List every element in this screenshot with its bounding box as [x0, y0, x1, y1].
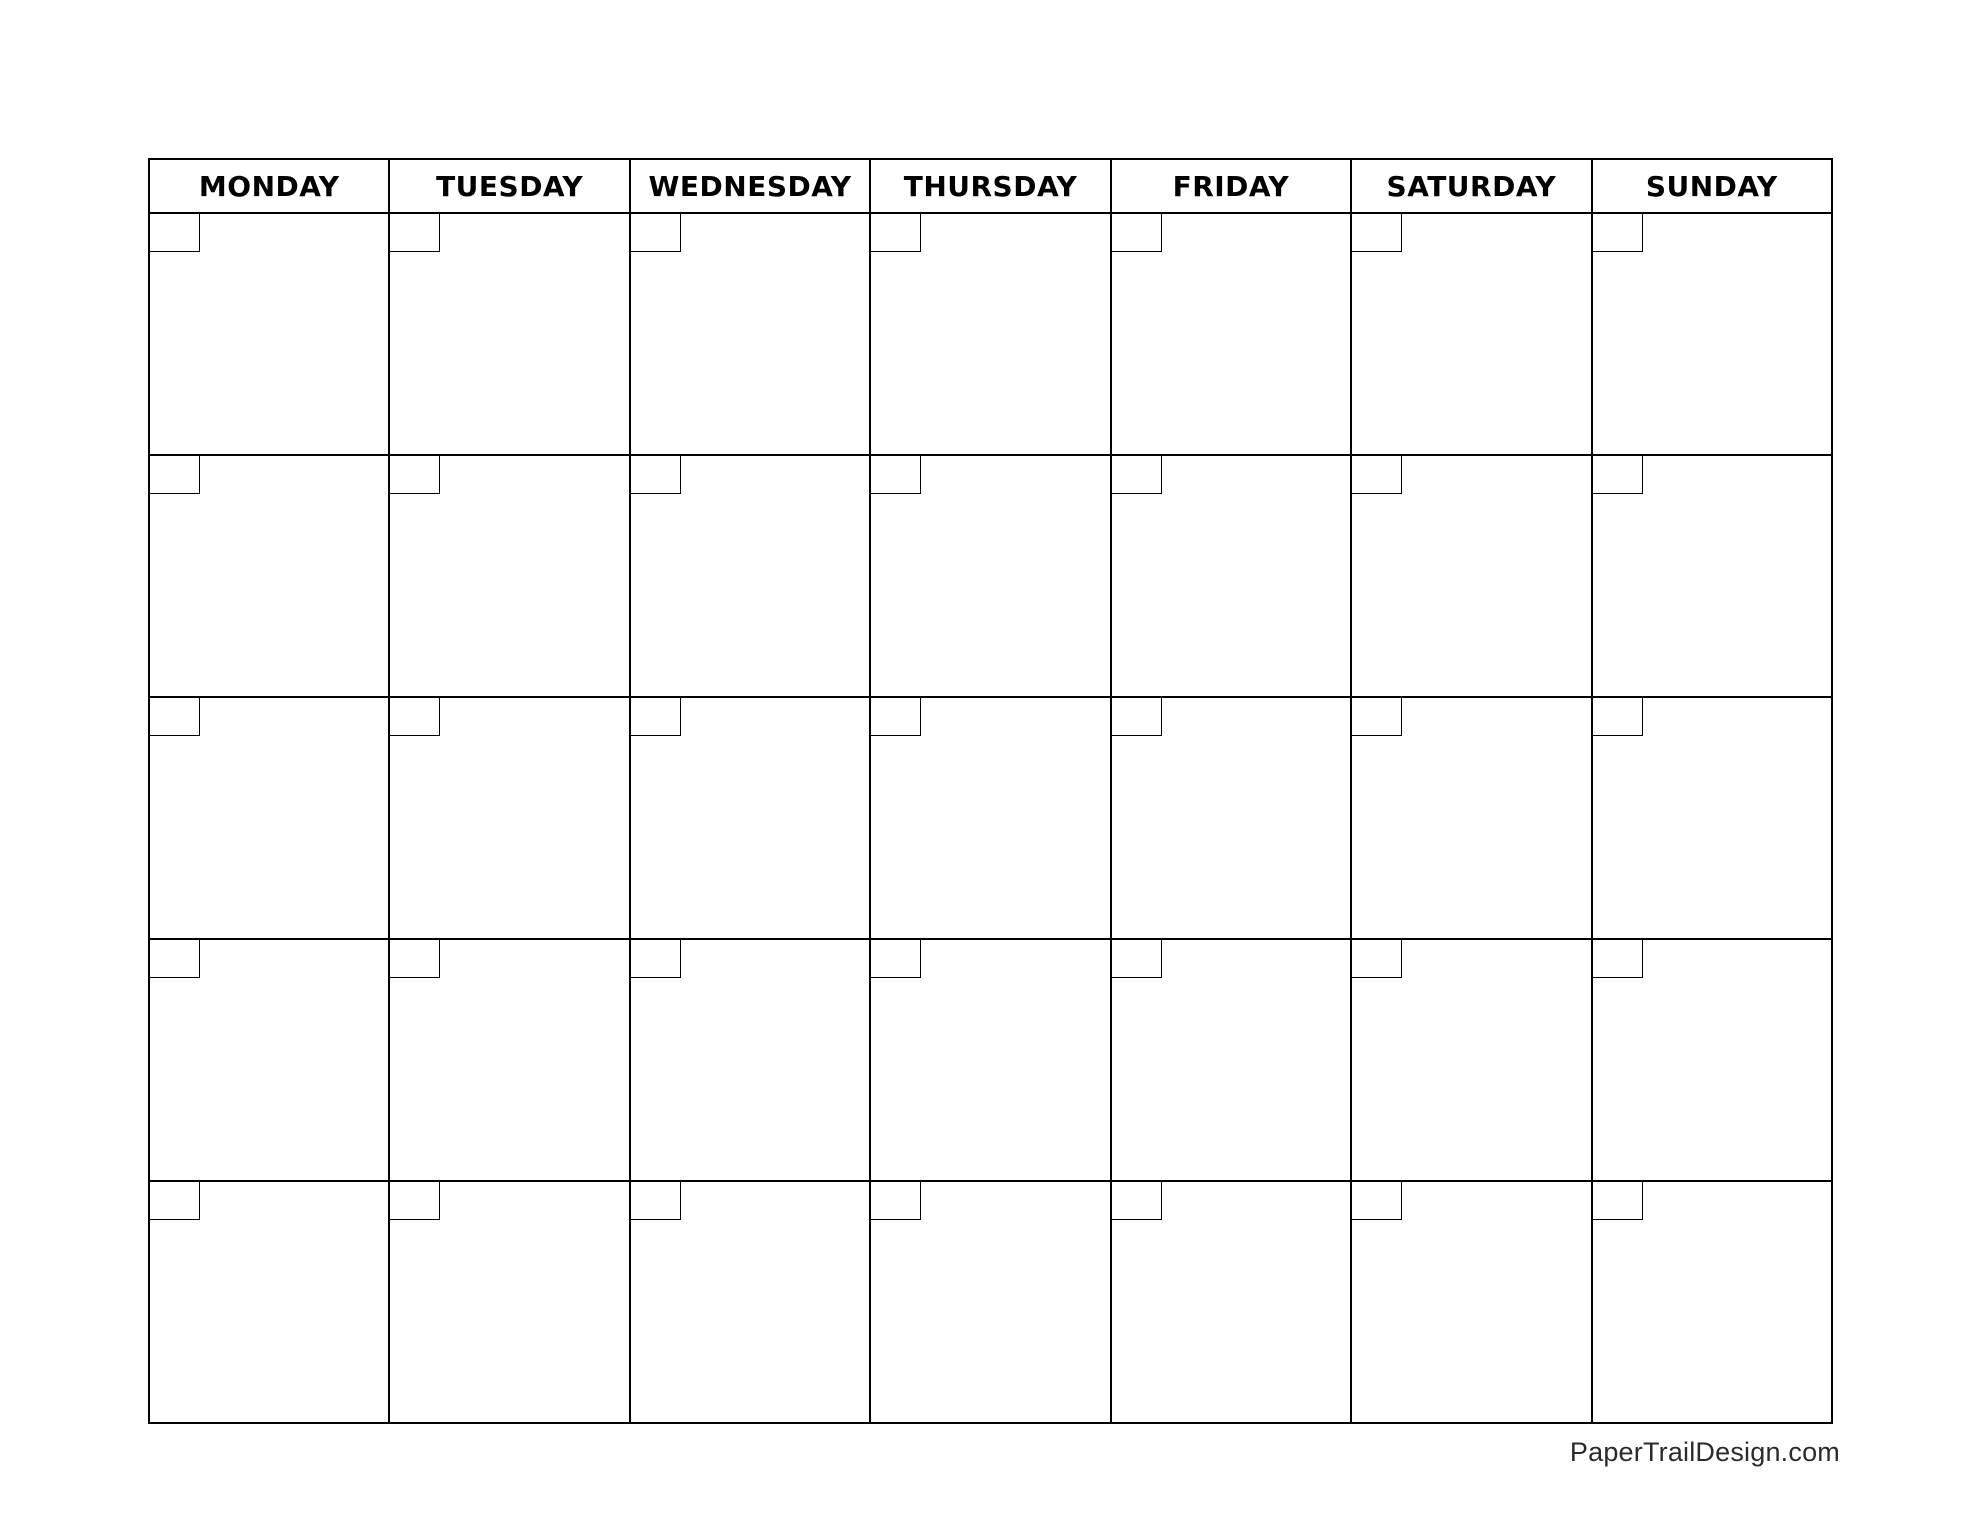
calendar-day-cell[interactable]: [1352, 940, 1592, 1180]
weekday-header-label: THURSDAY: [903, 169, 1078, 203]
date-number-box[interactable]: [631, 1182, 681, 1220]
date-number-box[interactable]: [631, 456, 681, 494]
date-number-box[interactable]: [631, 698, 681, 736]
calendar-day-cell[interactable]: [1112, 214, 1352, 454]
date-number-box[interactable]: [631, 940, 681, 978]
calendar-day-cell[interactable]: [631, 214, 871, 454]
date-number-box[interactable]: [871, 214, 921, 252]
calendar-day-cell[interactable]: [1593, 698, 1831, 938]
date-number-box[interactable]: [871, 698, 921, 736]
calendar-day-cell[interactable]: [871, 1182, 1111, 1422]
calendar-day-cell[interactable]: [150, 456, 390, 696]
weekday-header-sunday: [1593, 160, 1831, 214]
calendar-day-cell[interactable]: [1352, 214, 1592, 454]
date-number-box[interactable]: [1352, 698, 1402, 736]
date-number-box[interactable]: [1593, 456, 1643, 494]
calendar-day-cell[interactable]: [1352, 1182, 1592, 1422]
calendar-day-cell[interactable]: [390, 698, 630, 938]
date-number-box[interactable]: [871, 1182, 921, 1220]
calendar-day-cell[interactable]: [631, 940, 871, 1180]
calendar-week-row: [150, 1182, 1831, 1422]
weekday-header-label: TUESDAY: [436, 169, 584, 203]
calendar-day-cell[interactable]: [1112, 1182, 1352, 1422]
date-number-box[interactable]: [1112, 214, 1162, 252]
calendar-week-row: [150, 698, 1831, 940]
date-number-box[interactable]: [1593, 698, 1643, 736]
date-number-box[interactable]: [150, 698, 200, 736]
date-number-box[interactable]: [150, 214, 200, 252]
date-number-box[interactable]: [1112, 456, 1162, 494]
calendar-day-cell[interactable]: [150, 1182, 390, 1422]
calendar-grid: [148, 158, 1833, 1424]
calendar-week-row: [150, 214, 1831, 456]
date-number-box[interactable]: [631, 214, 681, 252]
calendar-day-cell[interactable]: [150, 214, 390, 454]
calendar-day-cell[interactable]: [390, 940, 630, 1180]
weekday-header-wednesday: [631, 160, 871, 214]
calendar-day-cell[interactable]: [631, 1182, 871, 1422]
site-credit: PaperTrailDesign.com: [1569, 1437, 1840, 1467]
calendar-day-cell[interactable]: [390, 456, 630, 696]
calendar-day-cell[interactable]: [1352, 456, 1592, 696]
calendar-day-cell[interactable]: [1112, 940, 1352, 1180]
date-number-box[interactable]: [1112, 698, 1162, 736]
weekday-header-label: MONDAY: [198, 169, 340, 203]
calendar-day-cell[interactable]: [1593, 456, 1831, 696]
calendar-day-cell[interactable]: [1593, 214, 1831, 454]
date-number-box[interactable]: [390, 940, 440, 978]
calendar-day-cell[interactable]: [390, 214, 630, 454]
calendar-day-cell[interactable]: [871, 698, 1111, 938]
date-number-box[interactable]: [1352, 940, 1402, 978]
date-number-box[interactable]: [871, 456, 921, 494]
weekday-header-thursday: [871, 160, 1111, 214]
date-number-box[interactable]: [1593, 1182, 1643, 1220]
calendar-day-cell[interactable]: [871, 940, 1111, 1180]
calendar-day-cell[interactable]: [150, 940, 390, 1180]
date-number-box[interactable]: [1112, 940, 1162, 978]
weekday-header-friday: [1112, 160, 1352, 214]
calendar-day-cell[interactable]: [1352, 698, 1592, 938]
calendar-day-cell[interactable]: [1593, 1182, 1831, 1422]
weekday-header-label: FRIDAY: [1172, 169, 1290, 203]
date-number-box[interactable]: [390, 698, 440, 736]
calendar-day-cell[interactable]: [631, 456, 871, 696]
calendar-day-cell[interactable]: [871, 214, 1111, 454]
date-number-box[interactable]: [1593, 214, 1643, 252]
calendar-week-row: [150, 456, 1831, 698]
date-number-box[interactable]: [390, 214, 440, 252]
date-number-box[interactable]: [150, 456, 200, 494]
date-number-box[interactable]: [1352, 1182, 1402, 1220]
date-number-box[interactable]: [390, 456, 440, 494]
calendar-day-cell[interactable]: [1593, 940, 1831, 1180]
weekday-header-row: [150, 160, 1831, 214]
date-number-box[interactable]: [150, 940, 200, 978]
weekday-header-label: SATURDAY: [1386, 169, 1557, 203]
weekday-header-label: WEDNESDAY: [648, 169, 852, 203]
date-number-box[interactable]: [1593, 940, 1643, 978]
date-number-box[interactable]: [1352, 456, 1402, 494]
date-number-box[interactable]: [871, 940, 921, 978]
calendar-day-cell[interactable]: [150, 698, 390, 938]
calendar-day-cell[interactable]: [1112, 456, 1352, 696]
calendar-week-row: [150, 940, 1831, 1182]
calendar-day-cell[interactable]: [631, 698, 871, 938]
weekday-header-tuesday: [390, 160, 630, 214]
calendar-day-cell[interactable]: [390, 1182, 630, 1422]
weekday-header-monday: [150, 160, 390, 214]
date-number-box[interactable]: [1112, 1182, 1162, 1220]
weekday-header-saturday: [1352, 160, 1592, 214]
weekday-header-label: SUNDAY: [1645, 169, 1778, 203]
date-number-box[interactable]: [1352, 214, 1402, 252]
calendar-day-cell[interactable]: [1112, 698, 1352, 938]
date-number-box[interactable]: [390, 1182, 440, 1220]
date-number-box[interactable]: [150, 1182, 200, 1220]
calendar-day-cell[interactable]: [871, 456, 1111, 696]
